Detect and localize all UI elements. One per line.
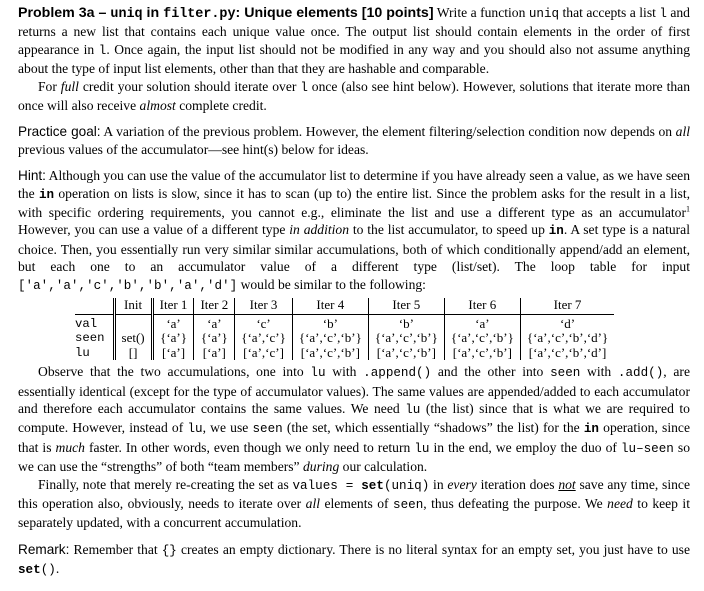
loop-header-cell: Iter 2: [194, 298, 235, 314]
table-row: seen set() {‘a’} {‘a’} {‘a’,‘c’} {‘a’,‘c’,‘b’} {‘a’,‘c’,‘b’} {‘a’,‘c’,‘b’} {‘a’,‘c’,‘b’,‘d’}: [75, 331, 614, 346]
practice-goal: Practice goal: A variation of the previous problem. However, the element filtering/selection condition now depends on all previous values of the accumulator—see hint(s) below for ideas.: [18, 124, 691, 157]
problem-statement: Problem 3a – uniq in filter.py: Unique elements [10 points] Write a function uniq that accepts a list l and returns a new list that contains each unique value once. The output list should contain elements in the order of first appearance in l. Once again, the input list should not be modified in any way and you should also not assume anything about the type of input list elements, other than that they are hashable and comparable.: [18, 5, 690, 77]
footnote-marker[interactable]: 1: [686, 204, 690, 214]
loop-header-cell: Iter 1: [152, 298, 194, 314]
loop-header-cell: Init: [114, 298, 152, 314]
problem-title: Problem 3a – uniq in filter.py: Unique elements [10 points]: [18, 5, 434, 22]
remark-label: Remark:: [18, 541, 70, 557]
loop-header-cell: Iter 7: [520, 298, 614, 314]
row-label: val: [75, 316, 98, 331]
table-row: lu [] [‘a’] [‘a’] [‘a’,‘c’] [‘a’,‘c’,‘b’] [‘a’,‘c’,‘b’] [‘a’,‘c’,‘b’] [‘a’,‘c’,‘b’,‘d’]: [75, 346, 614, 361]
observe-paragraph: Observe that the two accumulations, one into lu with .append() and the other into seen with .add(), are essentially identical (except for the type of accumulator values). The same values are appended/added to each accumulator and therefore each accumulator contains the same values. We need lu (the list) since that is what we are required to compute. However, instead of lu, we use seen (the set, which essentially “shadows” the list) for the in operation, since that is much faster. In other words, even though we only need to return lu in the end, we employ the duo of lu–seen so we can use the “strengths” of both “team members” during our calculation.: [18, 364, 690, 475]
practice-goal-label: Practice goal:: [18, 124, 101, 140]
loop-header-cell: Iter 6: [444, 298, 520, 314]
hint-label: Hint:: [18, 168, 46, 184]
loop-table-header: [75, 298, 614, 314]
problem-document: [18, 4, 690, 580]
remark-paragraph: Remark: Remember that {} creates an empty dictionary. There is no literal syntax for an empty set, you just have to use set().: [18, 541, 690, 578]
table-row: val ‘a’ ‘a’ ‘c’ ‘b’ ‘b’ ‘a’ ‘d’: [75, 314, 614, 331]
credit-paragraph: For full credit your solution should iterate over l once (also see hint below). However, solutions that iterate more than once will also receive almost complete credit.: [18, 78, 690, 114]
row-label: lu: [75, 345, 90, 360]
loop-header-cell: Iter 3: [235, 298, 293, 314]
loop-table: [75, 298, 614, 360]
hint-paragraph: Hint: Although you can use the value of the accumulator list to determine if you have already seen a value, as we have seen the in operation on lists is slow, since it has to scan (up to) the entire list. Since the problem asks for the result in a list, with specific ordering requirements, you cannot e.g., eliminate the list and use a different type as an accumulator$^1$ However, you can use a value of a different type in addition to the list accumulator, to speed up in. A set type is a natural choice. Then, you essentially run very similar similar accumulations, both of which conditionally append/add an element, but each one to an accumulator value of a different type (list/set). The loop table for input ['a','a','c','b','b','a','d'] would be similar to the following:: [18, 168, 690, 293]
finally-paragraph: Finally, note that merely re-creating the set as values = set(uniq) in every iteration does not save any time, since this operation also, obviously, needs to iterate over all elements of seen, thus defeating the purpose. We need to keep it separately updated, with a concurrent accumulation.: [18, 476, 690, 531]
loop-header-cell: Iter 5: [368, 298, 444, 314]
loop-header-cell: Iter 4: [292, 298, 368, 314]
row-label: seen: [75, 331, 105, 346]
